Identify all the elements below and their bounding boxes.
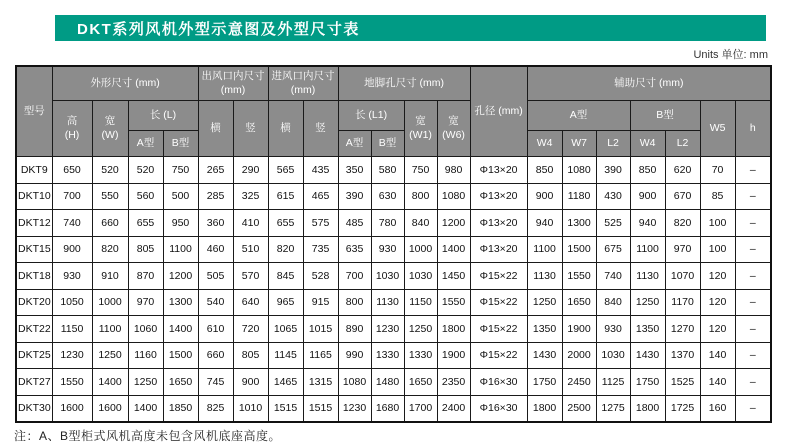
value-cell: 1600 (92, 395, 128, 422)
value-cell: 570 (233, 263, 268, 290)
value-cell: 1500 (163, 342, 198, 369)
value-cell: 1515 (268, 395, 303, 422)
value-cell: 1400 (163, 316, 198, 343)
value-cell: 1130 (630, 263, 665, 290)
value-cell: 615 (268, 183, 303, 210)
value-cell: 750 (163, 157, 198, 184)
value-cell: 540 (198, 289, 233, 316)
value-cell: 1465 (268, 369, 303, 396)
value-cell: 1680 (371, 395, 404, 422)
value-cell: 1550 (52, 369, 92, 396)
value-cell: 1525 (665, 369, 700, 396)
value-cell: 675 (596, 236, 630, 263)
value-cell: 660 (198, 342, 233, 369)
value-cell: 1400 (128, 395, 163, 422)
value-cell: 1100 (163, 236, 198, 263)
header-height: 高 (H) (52, 101, 92, 157)
value-cell: 1315 (303, 369, 338, 396)
value-cell: 525 (596, 210, 630, 237)
table-row (16, 210, 771, 237)
table-row (16, 395, 771, 422)
value-cell: 100 (700, 210, 735, 237)
header-w6: 宽 (W6) (437, 101, 470, 157)
value-cell: 575 (303, 210, 338, 237)
value-cell: 565 (268, 157, 303, 184)
value-cell: – (735, 342, 771, 369)
value-cell: 1400 (437, 236, 470, 263)
value-cell: 1125 (596, 369, 630, 396)
value-cell: 1130 (527, 263, 562, 290)
table-row (16, 236, 771, 263)
table-header (16, 66, 771, 157)
value-cell: 1700 (404, 395, 437, 422)
value-cell: 1180 (562, 183, 596, 210)
value-cell: 390 (338, 183, 371, 210)
value-cell: 1400 (92, 369, 128, 396)
value-cell: 1000 (404, 236, 437, 263)
value-cell: 100 (700, 236, 735, 263)
value-cell: 900 (233, 369, 268, 396)
value-cell: 1060 (128, 316, 163, 343)
value-cell: 430 (596, 183, 630, 210)
value-cell: 900 (527, 183, 562, 210)
value-cell: 700 (52, 183, 92, 210)
value-cell: 650 (52, 157, 92, 184)
value-cell: 640 (233, 289, 268, 316)
header-outlet-vertical: 竖 (233, 101, 268, 157)
value-cell: 485 (338, 210, 371, 237)
header-outlet-group: 出风口内尺寸 (mm) (198, 66, 268, 101)
value-cell: 1130 (371, 289, 404, 316)
header-length1: 长 (L1) (338, 101, 404, 131)
value-cell: 740 (52, 210, 92, 237)
model-cell: DKT9 (16, 157, 52, 184)
value-cell: 85 (700, 183, 735, 210)
value-cell: 780 (371, 210, 404, 237)
header-aux-group: 辅助尺寸 (mm) (527, 66, 771, 101)
value-cell: 1080 (437, 183, 470, 210)
model-cell: DKT15 (16, 236, 52, 263)
value-cell: – (735, 157, 771, 184)
header-length: 长 (L) (128, 101, 198, 131)
value-cell: 970 (128, 289, 163, 316)
value-cell: 1250 (92, 342, 128, 369)
value-cell: 290 (233, 157, 268, 184)
value-cell: 500 (163, 183, 198, 210)
value-cell: 265 (198, 157, 233, 184)
value-cell: – (735, 210, 771, 237)
value-cell: 1010 (233, 395, 268, 422)
value-cell: 1550 (437, 289, 470, 316)
value-cell: 1800 (527, 395, 562, 422)
value-cell: 1015 (303, 316, 338, 343)
value-cell: 850 (527, 157, 562, 184)
model-cell: DKT25 (16, 342, 52, 369)
value-cell: 520 (92, 157, 128, 184)
value-cell: 140 (700, 369, 735, 396)
value-cell: 1550 (562, 263, 596, 290)
value-cell: 1030 (371, 263, 404, 290)
value-cell: 1200 (437, 210, 470, 237)
header-b-w4: W4 (630, 131, 665, 157)
value-cell: 655 (128, 210, 163, 237)
value-cell: 1515 (303, 395, 338, 422)
value-cell: 120 (700, 316, 735, 343)
value-cell: 1330 (404, 342, 437, 369)
value-cell: 1900 (562, 316, 596, 343)
model-cell: DKT12 (16, 210, 52, 237)
value-cell: 1650 (404, 369, 437, 396)
header-inlet-vertical: 竖 (303, 101, 338, 157)
value-cell: 1275 (596, 395, 630, 422)
header-inlet-horizontal: 横 (268, 101, 303, 157)
value-cell: 980 (437, 157, 470, 184)
value-cell: 2350 (437, 369, 470, 396)
footnote: 注：A、B型柜式风机高度未包含风机底座高度。 (14, 429, 282, 443)
value-cell: 1230 (52, 342, 92, 369)
header-hole-diameter: 孔径 (mm) (470, 66, 527, 157)
header-w1: 宽 (W1) (404, 101, 437, 157)
value-cell: 850 (630, 157, 665, 184)
value-cell: 1480 (371, 369, 404, 396)
value-cell: 890 (338, 316, 371, 343)
value-cell: 820 (665, 210, 700, 237)
value-cell: 1270 (665, 316, 700, 343)
value-cell: 870 (128, 263, 163, 290)
value-cell: 520 (128, 157, 163, 184)
value-cell: 560 (128, 183, 163, 210)
value-cell: 950 (163, 210, 198, 237)
value-cell: Φ16×30 (470, 369, 527, 396)
value-cell: 845 (268, 263, 303, 290)
page-title: DKT系列风机外型示意图及外型尺寸表 (77, 20, 360, 38)
value-cell: 435 (303, 157, 338, 184)
model-cell: DKT22 (16, 316, 52, 343)
value-cell: 1030 (404, 263, 437, 290)
value-cell: 1165 (303, 342, 338, 369)
value-cell: 1725 (665, 395, 700, 422)
value-cell: 325 (233, 183, 268, 210)
value-cell: 1100 (527, 236, 562, 263)
value-cell: 1160 (128, 342, 163, 369)
value-cell: 1430 (630, 342, 665, 369)
value-cell: 1100 (92, 316, 128, 343)
value-cell: 1800 (630, 395, 665, 422)
header-inlet-group: 进风口内尺寸 (mm) (268, 66, 338, 101)
value-cell: 1250 (128, 369, 163, 396)
header-length1-type-b: B型 (371, 131, 404, 157)
value-cell: 1750 (630, 369, 665, 396)
model-cell: DKT18 (16, 263, 52, 290)
value-cell: 1000 (92, 289, 128, 316)
value-cell: 1450 (437, 263, 470, 290)
value-cell: 670 (665, 183, 700, 210)
value-cell: 745 (198, 369, 233, 396)
header-w5: W5 (700, 101, 735, 157)
header-a-l2: L2 (596, 131, 630, 157)
value-cell: 635 (338, 236, 371, 263)
value-cell: 825 (198, 395, 233, 422)
value-cell: 510 (233, 236, 268, 263)
value-cell: Φ15×22 (470, 263, 527, 290)
value-cell: 1145 (268, 342, 303, 369)
value-cell: 940 (527, 210, 562, 237)
value-cell: 390 (596, 157, 630, 184)
value-cell: 750 (404, 157, 437, 184)
units-label: Units 单位: mm (693, 49, 768, 61)
value-cell: 610 (198, 316, 233, 343)
header-length-type-b: B型 (163, 131, 198, 157)
value-cell: 550 (92, 183, 128, 210)
value-cell: 805 (233, 342, 268, 369)
value-cell: 1080 (338, 369, 371, 396)
model-cell: DKT27 (16, 369, 52, 396)
value-cell: 805 (128, 236, 163, 263)
page-title-bar (55, 15, 766, 41)
model-cell: DKT20 (16, 289, 52, 316)
value-cell: 930 (371, 236, 404, 263)
value-cell: 970 (665, 236, 700, 263)
header-aux-type-b: B型 (630, 101, 700, 131)
value-cell: 1070 (665, 263, 700, 290)
value-cell: – (735, 395, 771, 422)
value-cell: 1250 (404, 316, 437, 343)
value-cell: – (735, 289, 771, 316)
value-cell: 720 (233, 316, 268, 343)
table-row (16, 316, 771, 343)
header-outlet-horizontal: 横 (198, 101, 233, 157)
value-cell: 360 (198, 210, 233, 237)
value-cell: 740 (596, 263, 630, 290)
value-cell: 1200 (163, 263, 198, 290)
value-cell: 910 (92, 263, 128, 290)
value-cell: 1330 (371, 342, 404, 369)
value-cell: 915 (303, 289, 338, 316)
value-cell: 1850 (163, 395, 198, 422)
value-cell: – (735, 236, 771, 263)
value-cell: 930 (596, 316, 630, 343)
value-cell: 900 (52, 236, 92, 263)
value-cell: Φ15×22 (470, 316, 527, 343)
value-cell: 285 (198, 183, 233, 210)
value-cell: – (735, 263, 771, 290)
value-cell: 1650 (562, 289, 596, 316)
dimension-table (15, 65, 772, 423)
value-cell: 1300 (562, 210, 596, 237)
value-cell: 580 (371, 157, 404, 184)
value-cell: 630 (371, 183, 404, 210)
value-cell: 655 (268, 210, 303, 237)
value-cell: 1030 (596, 342, 630, 369)
value-cell: 1250 (630, 289, 665, 316)
header-model: 型号 (16, 66, 52, 157)
value-cell: 1150 (404, 289, 437, 316)
value-cell: 940 (630, 210, 665, 237)
value-cell: 1900 (437, 342, 470, 369)
value-cell: 140 (700, 342, 735, 369)
value-cell: 840 (404, 210, 437, 237)
value-cell: 1500 (562, 236, 596, 263)
value-cell: 1065 (268, 316, 303, 343)
value-cell: 1250 (527, 289, 562, 316)
model-cell: DKT30 (16, 395, 52, 422)
value-cell: 465 (303, 183, 338, 210)
value-cell: 1430 (527, 342, 562, 369)
header-width: 宽 (W) (92, 101, 128, 157)
header-outline-group: 外形尺寸 (mm) (52, 66, 198, 101)
value-cell: 505 (198, 263, 233, 290)
table-row (16, 263, 771, 290)
value-cell: 2500 (562, 395, 596, 422)
header-h: h (735, 101, 771, 157)
table-row (16, 157, 771, 184)
value-cell: 930 (52, 263, 92, 290)
value-cell: Φ15×22 (470, 289, 527, 316)
value-cell: 1300 (163, 289, 198, 316)
value-cell: 735 (303, 236, 338, 263)
value-cell: 1170 (665, 289, 700, 316)
model-cell: DKT10 (16, 183, 52, 210)
table-body (16, 157, 771, 423)
header-b-l2: L2 (665, 131, 700, 157)
value-cell: – (735, 316, 771, 343)
value-cell: Φ13×20 (470, 183, 527, 210)
value-cell: 990 (338, 342, 371, 369)
value-cell: 1050 (52, 289, 92, 316)
value-cell: 1150 (52, 316, 92, 343)
header-foothole-group: 地脚孔尺寸 (mm) (338, 66, 470, 101)
value-cell: 120 (700, 263, 735, 290)
value-cell: 350 (338, 157, 371, 184)
header-aux-type-a: A型 (527, 101, 630, 131)
table-row (16, 183, 771, 210)
value-cell: 1350 (630, 316, 665, 343)
header-a-w4: W4 (527, 131, 562, 157)
value-cell: 1080 (562, 157, 596, 184)
value-cell: Φ13×20 (470, 157, 527, 184)
value-cell: 528 (303, 263, 338, 290)
value-cell: 820 (92, 236, 128, 263)
value-cell: 900 (630, 183, 665, 210)
value-cell: 1600 (52, 395, 92, 422)
value-cell: 1800 (437, 316, 470, 343)
header-a-w7: W7 (562, 131, 596, 157)
value-cell: 2000 (562, 342, 596, 369)
value-cell: 410 (233, 210, 268, 237)
value-cell: 820 (268, 236, 303, 263)
value-cell: 1650 (163, 369, 198, 396)
value-cell: Φ13×20 (470, 236, 527, 263)
value-cell: 2450 (562, 369, 596, 396)
table-row (16, 369, 771, 396)
value-cell: 160 (700, 395, 735, 422)
value-cell: 1230 (371, 316, 404, 343)
value-cell: 120 (700, 289, 735, 316)
value-cell: 800 (404, 183, 437, 210)
value-cell: 1100 (630, 236, 665, 263)
value-cell: 620 (665, 157, 700, 184)
value-cell: 1370 (665, 342, 700, 369)
value-cell: 460 (198, 236, 233, 263)
value-cell: Φ16×30 (470, 395, 527, 422)
header-length1-type-a: A型 (338, 131, 371, 157)
value-cell: 660 (92, 210, 128, 237)
value-cell: 2400 (437, 395, 470, 422)
table-row (16, 289, 771, 316)
value-cell: 800 (338, 289, 371, 316)
value-cell: Φ15×22 (470, 342, 527, 369)
table-row (16, 342, 771, 369)
value-cell: 1350 (527, 316, 562, 343)
value-cell: 700 (338, 263, 371, 290)
value-cell: – (735, 369, 771, 396)
value-cell: 1230 (338, 395, 371, 422)
value-cell: 965 (268, 289, 303, 316)
value-cell: – (735, 183, 771, 210)
value-cell: 70 (700, 157, 735, 184)
value-cell: Φ13×20 (470, 210, 527, 237)
value-cell: 840 (596, 289, 630, 316)
header-length-type-a: A型 (128, 131, 163, 157)
value-cell: 1750 (527, 369, 562, 396)
